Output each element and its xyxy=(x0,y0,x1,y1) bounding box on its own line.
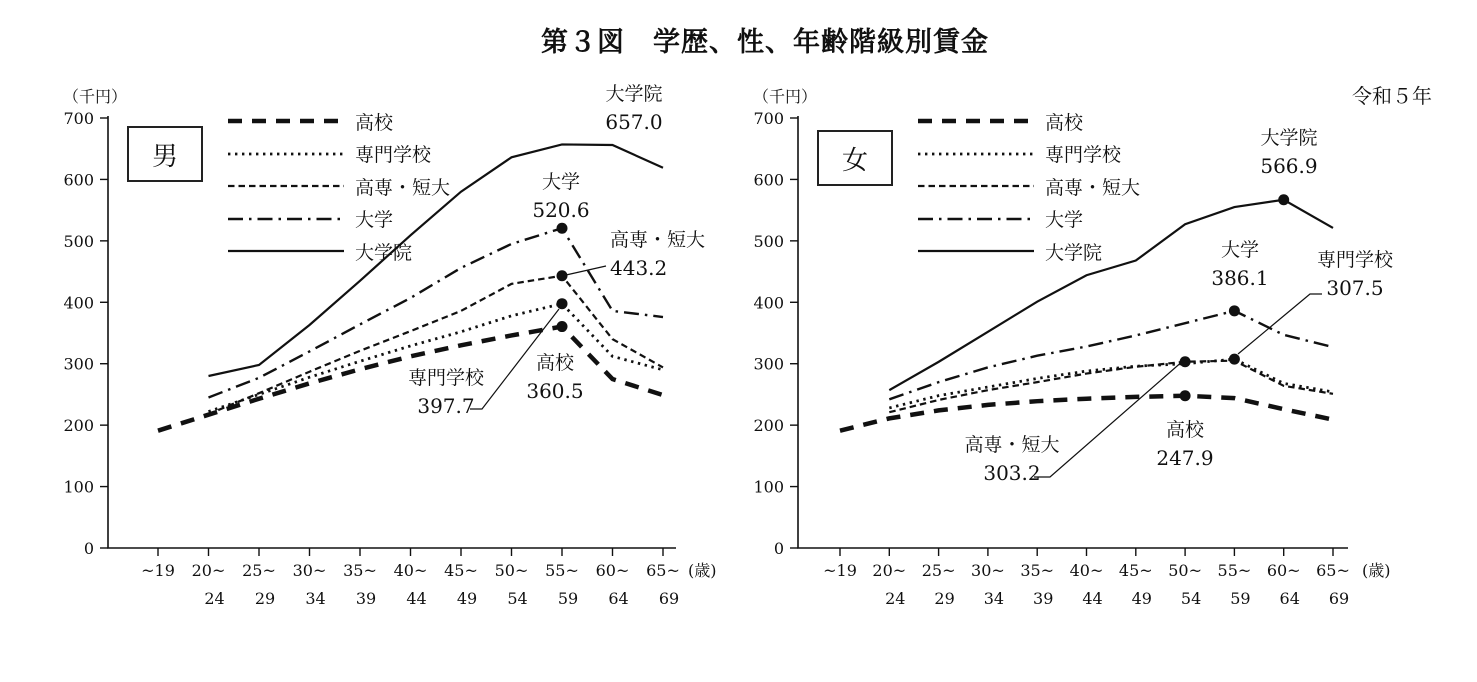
x-tick-label: 35~ xyxy=(343,561,377,580)
line-sample-solid-icon xyxy=(225,244,347,258)
x-tick-label: 25~ xyxy=(921,561,956,580)
y-tick-label: 400 xyxy=(753,293,784,313)
x-tick-label-row2: 24 xyxy=(204,589,225,608)
series-line-dotted xyxy=(889,359,1333,408)
annotation-vocational-peak xyxy=(1280,246,1430,302)
legend-item-gradschool xyxy=(915,235,1175,268)
x-tick-label-row2: 64 xyxy=(1279,589,1300,608)
y-tick-label: 200 xyxy=(753,416,784,436)
y-unit-label-men: （千円） xyxy=(62,87,127,106)
line-sample-bold-dash-icon xyxy=(225,114,347,128)
y-tick-label: 100 xyxy=(753,477,784,497)
data-point-marker xyxy=(557,223,568,234)
y-tick-label: 700 xyxy=(753,109,784,128)
x-tick-label: 55~ xyxy=(545,561,579,580)
legend-label: 大学 xyxy=(355,209,394,232)
x-tick-label: 30~ xyxy=(292,561,327,580)
line-sample-fine-dash-icon xyxy=(225,179,347,193)
annotation-jcollege-peak xyxy=(610,226,705,282)
x-tick-label-row2: 34 xyxy=(305,589,326,608)
line-sample-dash-dot-icon xyxy=(915,212,1037,226)
y-tick-label: 300 xyxy=(753,354,784,374)
annotation-value: 360.5 xyxy=(526,379,584,403)
x-tick-label-row2: 59 xyxy=(557,589,579,608)
annotation-label: 大学 xyxy=(1220,239,1259,261)
annotation-label: 高校 xyxy=(1165,419,1204,441)
data-point-marker xyxy=(557,298,568,309)
legend-label: 専門学校 xyxy=(355,144,432,167)
x-tick-label-row2: 49 xyxy=(456,589,478,608)
x-tick-label-row2: 39 xyxy=(1033,589,1054,608)
x-tick-label: 20~ xyxy=(191,561,226,580)
annotation-gradschool-peak xyxy=(559,80,709,136)
x-tick-label: ~19 xyxy=(823,561,857,580)
data-point-marker xyxy=(1180,390,1191,401)
data-point-marker xyxy=(1229,305,1240,316)
annotation-leader-line xyxy=(1238,294,1322,354)
line-sample-dotted-icon xyxy=(225,147,347,161)
x-tick-label: 55~ xyxy=(1217,561,1252,580)
legend-label: 高校 xyxy=(355,111,394,134)
annotation-value: 303.2 xyxy=(983,461,1041,485)
annotation-label: 高専・短大 xyxy=(964,434,1060,456)
legend-label: 大学院 xyxy=(355,241,413,264)
y-tick-label: 700 xyxy=(63,109,94,128)
legend-item-highschool xyxy=(225,105,485,138)
annotation-highschool-peak xyxy=(1110,416,1260,472)
x-tick-label-row2: 34 xyxy=(983,589,1005,608)
x-unit-label-women: (歳) xyxy=(1362,561,1391,580)
annotation-label: 大学院 xyxy=(605,83,663,105)
y-tick-label: 600 xyxy=(753,170,784,190)
y-tick-label: 0 xyxy=(773,539,784,558)
annotation-value: 307.5 xyxy=(1326,276,1384,300)
x-tick-label-row2: 69 xyxy=(658,589,680,608)
x-tick-label: 40~ xyxy=(393,561,428,580)
x-tick-label: 45~ xyxy=(1118,561,1153,580)
x-tick-label: 50~ xyxy=(494,561,529,580)
x-tick-label: 65~ xyxy=(1316,561,1350,580)
x-tick-label-row2: 59 xyxy=(1230,589,1251,608)
x-tick-label: 20~ xyxy=(872,561,907,580)
y-tick-label: 300 xyxy=(63,354,94,374)
annotation-highschool-peak xyxy=(480,349,630,405)
annotation-value: 386.1 xyxy=(1211,266,1269,290)
y-unit-label-women: （千円） xyxy=(752,87,817,106)
annotation-label: 専門学校 xyxy=(1316,249,1393,271)
x-tick-label-row2: 64 xyxy=(608,589,629,608)
x-tick-label-row2: 49 xyxy=(1131,589,1152,608)
annotation-value: 657.0 xyxy=(605,110,663,134)
annotation-value: 566.9 xyxy=(1260,154,1318,178)
x-tick-label: 40~ xyxy=(1069,561,1104,580)
group-box-men: 男 xyxy=(127,126,203,182)
annotation-label: 大学 xyxy=(541,171,580,193)
legend-item-gradschool xyxy=(225,235,485,268)
x-tick-label-row2: 54 xyxy=(507,589,528,608)
x-tick-label-row2: 29 xyxy=(254,589,276,608)
annotation-value: 443.2 xyxy=(610,256,668,280)
x-tick-label: 35~ xyxy=(1020,561,1055,580)
x-tick-label-row2: 54 xyxy=(1180,589,1202,608)
x-tick-label-row2: 69 xyxy=(1328,589,1350,608)
x-tick-label: ~19 xyxy=(141,561,175,580)
data-point-marker xyxy=(557,321,568,332)
line-sample-fine-dash-icon xyxy=(915,179,1037,193)
legend-item-vocational xyxy=(225,138,485,171)
x-tick-label: 50~ xyxy=(1168,561,1202,580)
legend-label: 大学 xyxy=(1045,209,1084,232)
annotation-value: 247.9 xyxy=(1156,446,1214,470)
legend-item-jcollege xyxy=(915,170,1175,203)
line-sample-solid-icon xyxy=(915,244,1037,258)
annotation-label: 専門学校 xyxy=(407,367,484,389)
x-tick-label-row2: 29 xyxy=(934,589,955,608)
x-tick-label-row2: 39 xyxy=(355,589,377,608)
annotation-value: 397.7 xyxy=(417,394,475,418)
annotation-leader-line xyxy=(566,266,606,275)
y-tick-label: 400 xyxy=(63,293,94,313)
x-tick-label-row2: 44 xyxy=(1082,589,1103,608)
y-tick-label: 200 xyxy=(63,416,94,436)
legend-men xyxy=(225,105,485,268)
annotation-gradschool-peak xyxy=(1214,124,1364,180)
era-label: 令和５年 xyxy=(1352,84,1432,108)
x-tick-label: 60~ xyxy=(1266,561,1301,580)
annotation-label: 高校 xyxy=(535,352,574,374)
legend-item-university xyxy=(225,203,485,236)
x-tick-label-row2: 44 xyxy=(406,589,427,608)
y-tick-label: 500 xyxy=(753,231,784,251)
line-sample-dotted-icon xyxy=(915,147,1037,161)
annotation-university-peak xyxy=(486,168,636,224)
legend-item-university xyxy=(915,203,1175,236)
y-tick-label: 500 xyxy=(63,231,94,251)
y-tick-label: 0 xyxy=(83,539,94,558)
x-tick-label: 30~ xyxy=(971,561,1005,580)
x-tick-label: 65~ xyxy=(646,561,680,580)
annotation-value: 520.6 xyxy=(532,198,590,222)
annotation-jcollege-peak xyxy=(937,431,1087,487)
y-tick-label: 600 xyxy=(63,170,94,190)
line-sample-bold-dash-icon xyxy=(915,114,1037,128)
legend-item-jcollege xyxy=(225,170,485,203)
legend-label: 高専・短大 xyxy=(355,176,451,199)
legend-label: 高校 xyxy=(1045,111,1084,134)
series-line-dash-dot xyxy=(889,311,1333,400)
x-tick-label: 45~ xyxy=(444,561,478,580)
group-box-women: 女 xyxy=(817,130,893,186)
legend-label: 大学院 xyxy=(1045,241,1103,264)
x-tick-label: 25~ xyxy=(242,561,276,580)
data-point-marker xyxy=(1229,354,1240,365)
legend-label: 専門学校 xyxy=(1045,144,1122,167)
data-point-marker xyxy=(557,270,568,281)
x-tick-label-row2: 24 xyxy=(885,589,906,608)
figure-title: 第３図 学歴、性、年齢階級別賃金 xyxy=(541,27,989,58)
line-sample-dash-dot-icon xyxy=(225,212,347,226)
x-unit-label-men: (歳) xyxy=(688,561,717,580)
legend-item-vocational xyxy=(915,138,1175,171)
legend-women xyxy=(915,105,1175,268)
legend-item-highschool xyxy=(915,105,1175,138)
data-point-marker xyxy=(1278,194,1289,205)
annotation-label: 高専・短大 xyxy=(610,229,706,251)
annotation-label: 大学院 xyxy=(1260,127,1318,149)
legend-label: 高専・短大 xyxy=(1045,176,1141,199)
y-tick-label: 100 xyxy=(63,477,94,497)
x-tick-label: 60~ xyxy=(595,561,630,580)
